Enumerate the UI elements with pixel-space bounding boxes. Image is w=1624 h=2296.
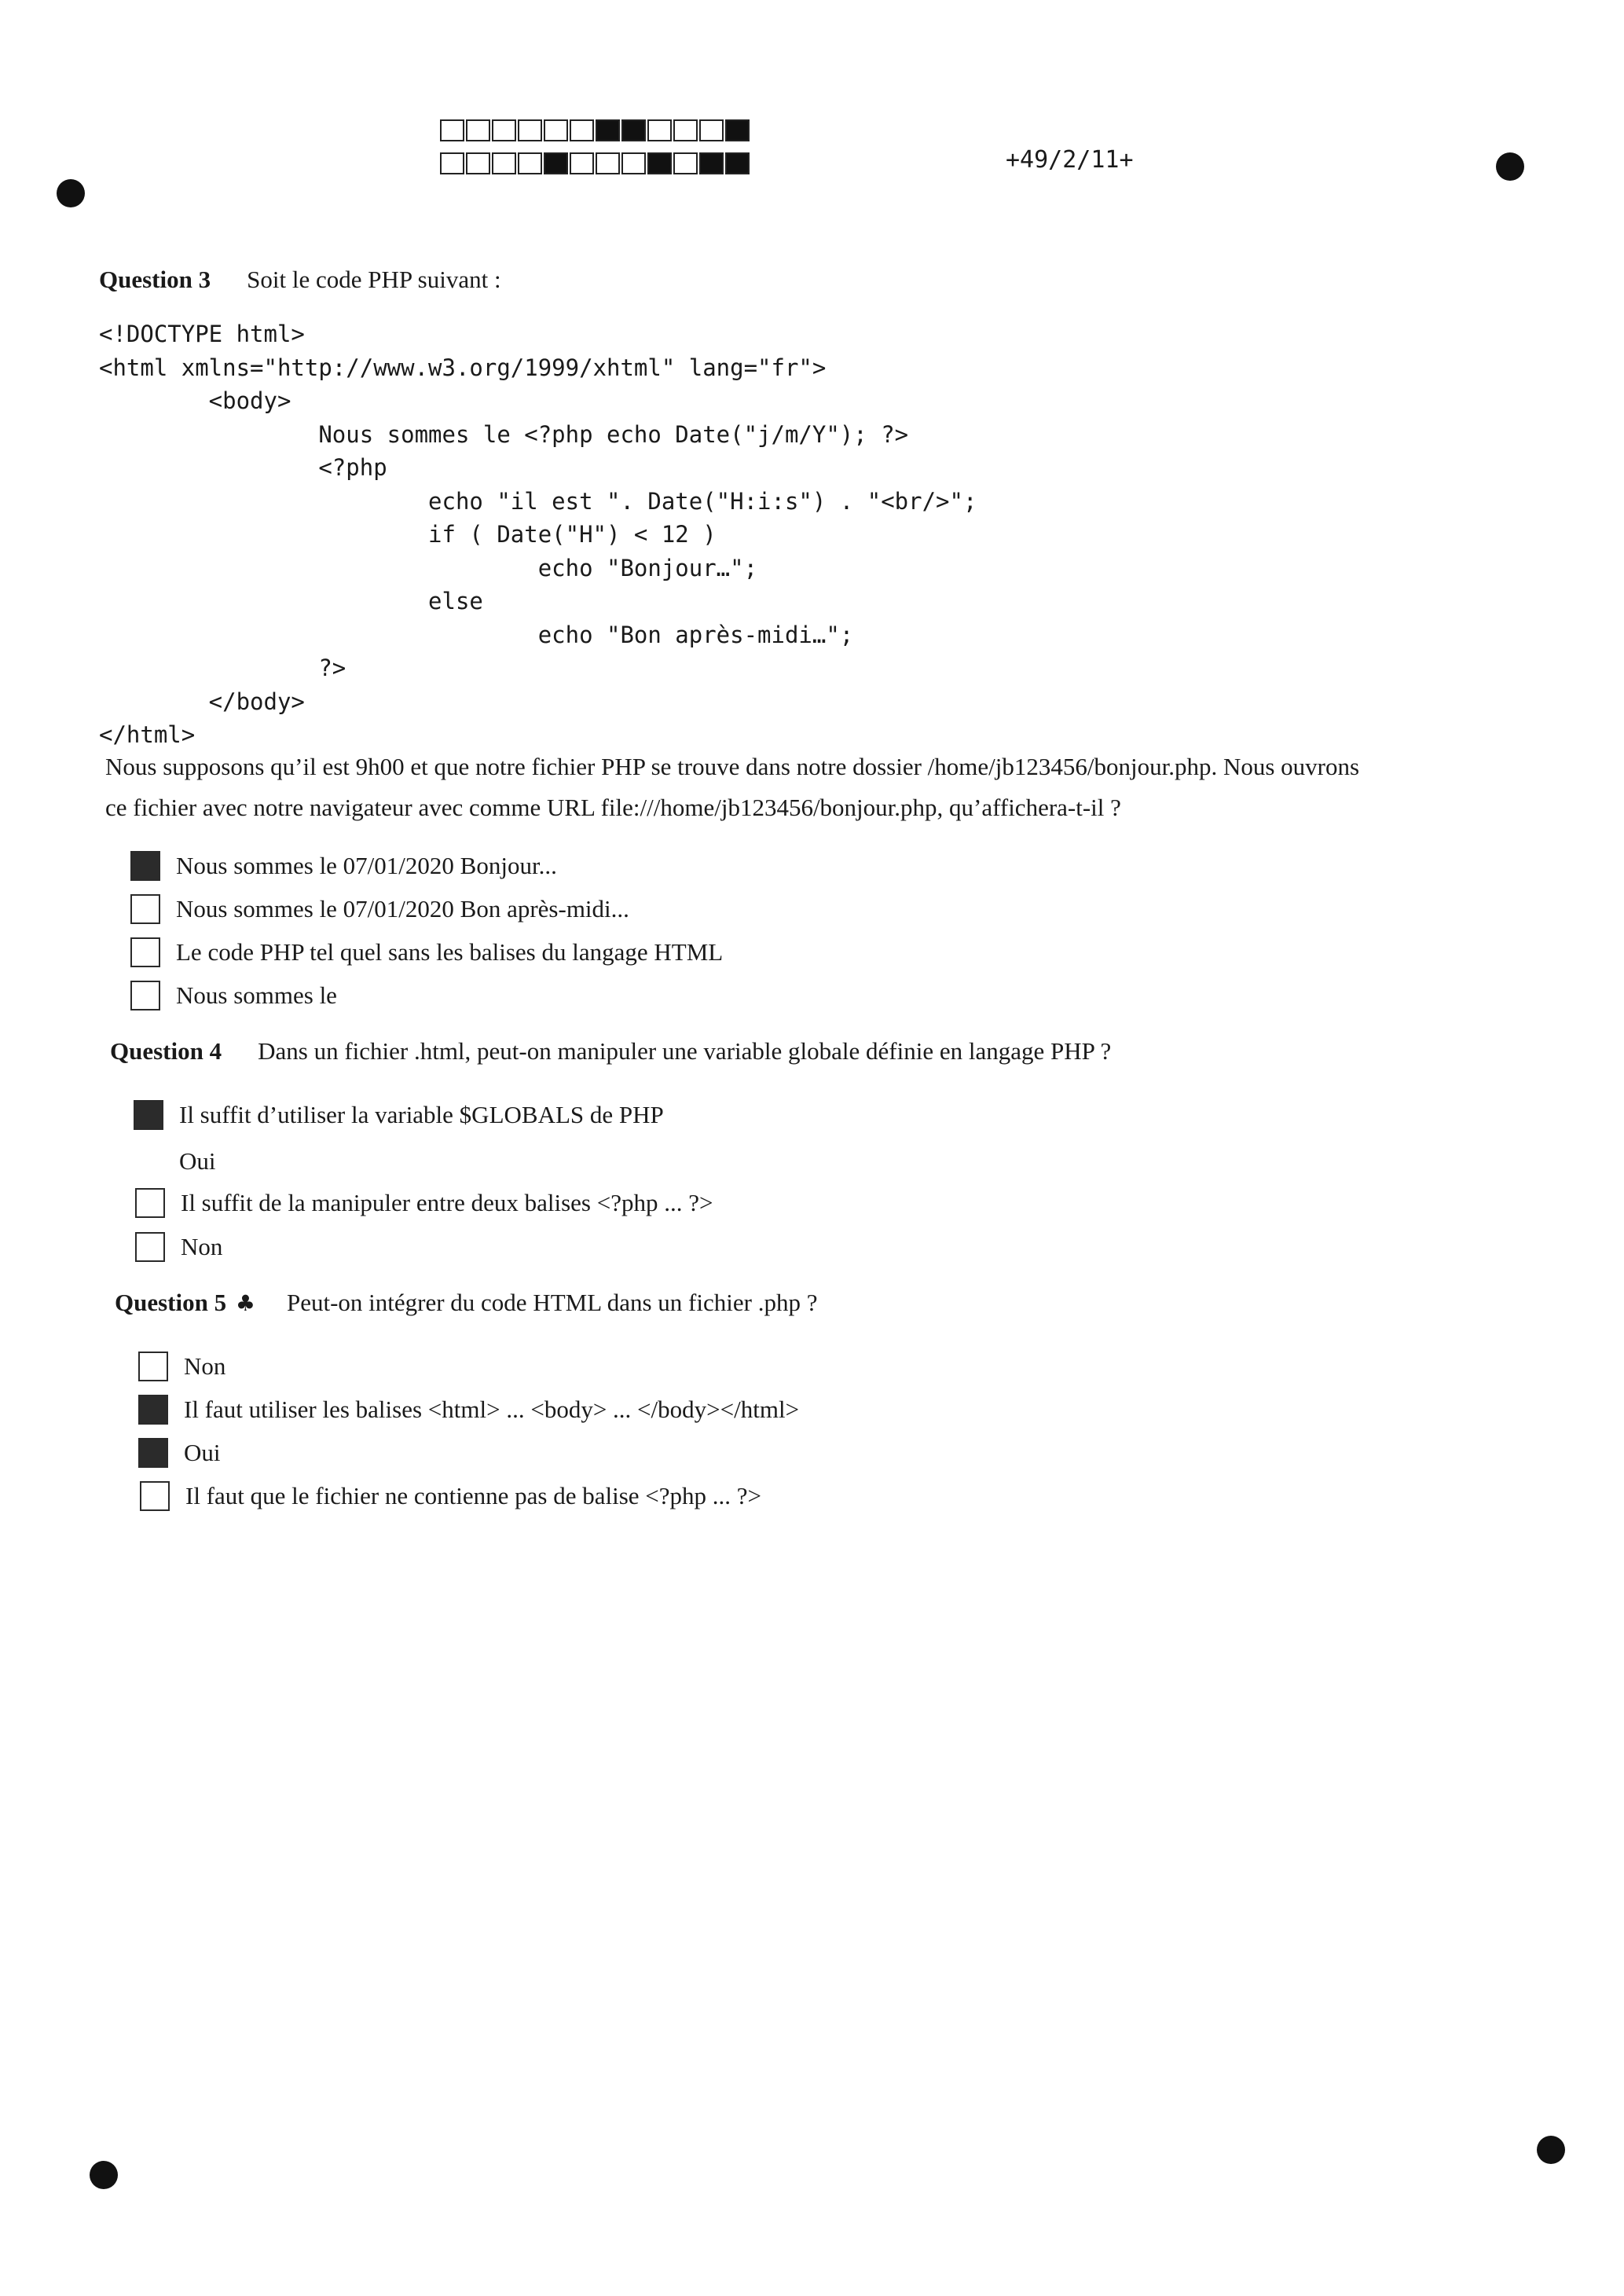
barcode-cell xyxy=(673,152,698,174)
barcode-cell xyxy=(518,119,542,141)
q3-option-1-checkbox[interactable] xyxy=(130,851,160,881)
barcode-cell xyxy=(725,119,750,141)
registration-mark-top-left xyxy=(57,179,85,207)
q5-option-2[interactable] xyxy=(138,1395,799,1425)
q3-option-3-label: Le code PHP tel quel sans les balises du langage HTML xyxy=(176,938,724,966)
code-line: <html xmlns="http://www.w3.org/1999/xhtml" lang="fr"> xyxy=(99,354,827,381)
barcode-cell xyxy=(673,119,698,141)
q3-option-3[interactable] xyxy=(130,937,723,967)
code-line: echo "Bon après-midi…"; xyxy=(99,621,854,648)
page-code: +49/2/11+ xyxy=(1006,146,1134,174)
q5-option-1[interactable] xyxy=(138,1352,225,1381)
barcode-cell xyxy=(440,152,464,174)
registration-mark-bottom-right xyxy=(1537,2136,1565,2164)
barcode-cell xyxy=(647,119,672,141)
code-line: <body> xyxy=(99,387,291,414)
question-4-header xyxy=(110,1037,1111,1065)
barcode-cell xyxy=(466,152,490,174)
code-line: else xyxy=(99,588,483,614)
q5-option-3-label: Oui xyxy=(184,1439,221,1466)
barcode-cell xyxy=(544,152,568,174)
club-icon: ♣ xyxy=(235,1290,255,1316)
q3-option-2[interactable] xyxy=(130,894,629,924)
q4-option-1[interactable] xyxy=(134,1100,664,1130)
q5-option-3[interactable] xyxy=(138,1438,221,1468)
barcode-cell xyxy=(596,152,620,174)
barcode-cell xyxy=(725,152,750,174)
registration-mark-top-right xyxy=(1496,152,1524,181)
question-3-title: Soit le code PHP suivant : xyxy=(247,266,501,293)
barcode-cell xyxy=(466,119,490,141)
registration-mark-bottom-left xyxy=(90,2161,118,2189)
q4-option-3-label: Il suffit de la manipuler entre deux balises <?php ... ?> xyxy=(181,1189,713,1216)
question-3-paragraph-line-2: ce fichier avec notre navigateur avec comme URL file:///home/jb123456/bonjour.php, qu’affichera-t-il ? xyxy=(105,794,1121,821)
barcode-cell xyxy=(544,119,568,141)
code-line: if ( Date("H") < 12 ) xyxy=(99,521,717,548)
barcode-cell xyxy=(699,152,724,174)
code-line: Nous sommes le <?php echo Date("j/m/Y"); ?> xyxy=(99,420,909,448)
question-3-label: Question 3 xyxy=(99,266,211,293)
q3-option-4-label: Nous sommes le xyxy=(176,981,337,1009)
barcode-cell xyxy=(621,119,646,141)
code-line: echo "Bonjour…"; xyxy=(99,554,758,581)
question-4-label: Question 4 xyxy=(110,1037,222,1065)
q4-option-1-label: Il suffit d’utiliser la variable $GLOBALS de PHP xyxy=(179,1101,664,1128)
q5-option-4-label: Il faut que le fichier ne contienne pas de balise <?php ... ?> xyxy=(185,1482,762,1509)
question-3-paragraph xyxy=(105,746,1504,828)
barcode-cell xyxy=(570,152,594,174)
barcode-cell xyxy=(492,119,516,141)
question-4-title: Dans un fichier .html, peut-on manipuler une variable globale définie en langage PHP ? xyxy=(258,1037,1112,1065)
q5-option-2-label: Il faut utiliser les balises <html> ... <body> ... </body></html> xyxy=(184,1396,800,1423)
code-line: <!DOCTYPE html> xyxy=(99,321,305,347)
question-5-label-text: Question 5 xyxy=(115,1289,227,1316)
code-line: </body> xyxy=(99,688,305,715)
barcode-cell xyxy=(621,152,646,174)
q4-option-2-label: Oui xyxy=(179,1147,216,1175)
q5-option-1-label: Non xyxy=(184,1352,226,1380)
q4-option-3-checkbox[interactable] xyxy=(135,1188,165,1218)
code-line: <?php xyxy=(99,454,387,481)
q3-option-2-label: Nous sommes le 07/01/2020 Bon après-midi... xyxy=(176,895,629,922)
barcode-cell xyxy=(492,152,516,174)
barcode-cell xyxy=(518,152,542,174)
q4-option-4[interactable] xyxy=(135,1232,222,1262)
question-5-header xyxy=(115,1289,817,1317)
code-line: echo "il est ". Date("H:i:s") . "<br/>"; xyxy=(99,487,977,515)
q5-option-3-checkbox[interactable] xyxy=(138,1438,168,1468)
barcode-row-2 xyxy=(440,152,751,174)
code-line: ?> xyxy=(99,655,346,681)
q3-option-2-checkbox[interactable] xyxy=(130,894,160,924)
q4-option-1-checkbox[interactable] xyxy=(134,1100,163,1130)
q3-option-4-checkbox[interactable] xyxy=(130,981,160,1010)
q4-option-3[interactable] xyxy=(135,1188,713,1218)
q3-option-1-label: Nous sommes le 07/01/2020 Bonjour... xyxy=(176,852,557,879)
barcode-row-1 xyxy=(440,119,751,141)
barcode-cell xyxy=(699,119,724,141)
question-5-title: Peut-on intégrer du code HTML dans un fichier .php ? xyxy=(286,1289,818,1316)
q4-option-2 xyxy=(179,1147,216,1176)
q4-option-4-label: Non xyxy=(181,1233,223,1260)
q3-option-3-checkbox[interactable] xyxy=(130,937,160,967)
question-3-header xyxy=(99,266,501,294)
q3-option-4[interactable] xyxy=(130,981,337,1010)
q5-option-1-checkbox[interactable] xyxy=(138,1352,168,1381)
code-line: </html> xyxy=(99,721,196,748)
barcode-cell xyxy=(647,152,672,174)
q5-option-4[interactable] xyxy=(140,1481,761,1511)
barcode-cell xyxy=(596,119,620,141)
q3-option-1[interactable] xyxy=(130,851,557,881)
question-5-label xyxy=(115,1289,255,1316)
barcode-cell xyxy=(570,119,594,141)
q4-option-4-checkbox[interactable] xyxy=(135,1232,165,1262)
php-code-block xyxy=(99,317,977,752)
question-3-paragraph-line-1: Nous supposons qu’il est 9h00 et que notre fichier PHP se trouve dans notre dossier /home/jb123456/bonjour.php. Nous ouvrons xyxy=(105,753,1360,780)
q5-option-4-checkbox[interactable] xyxy=(140,1481,170,1511)
q5-option-2-checkbox[interactable] xyxy=(138,1395,168,1425)
barcode-cell xyxy=(440,119,464,141)
